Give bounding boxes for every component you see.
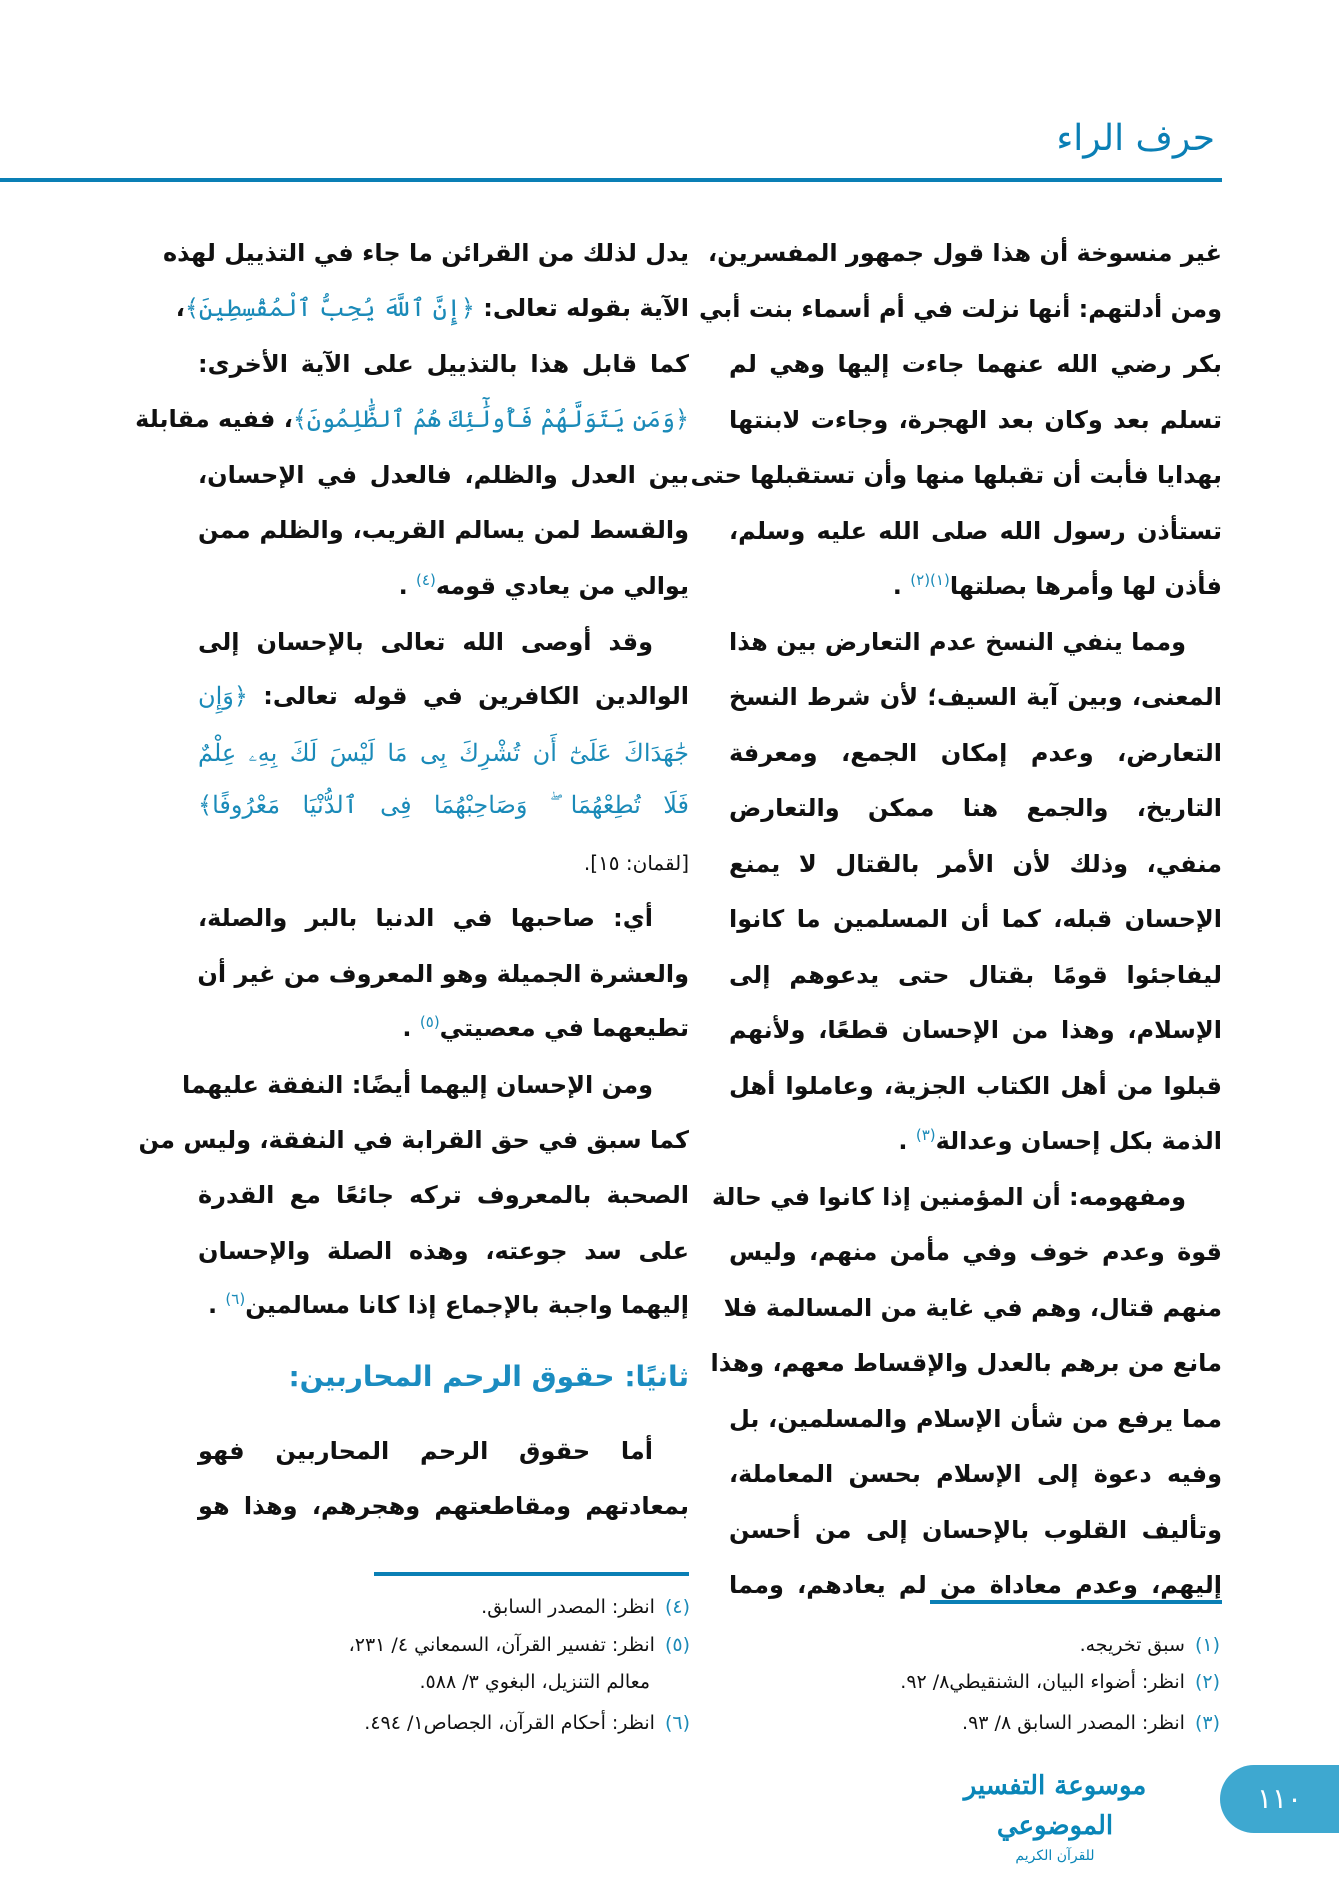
header-divider	[0, 178, 1222, 182]
left-line	[198, 1478, 689, 1534]
text-run: ومفهومه: أن المؤمنين إذا كانوا في حالة	[711, 1182, 1186, 1211]
footnote-number: (٥)	[664, 1634, 690, 1656]
footnote-text: معالم التنزيل، البغوي ٣/ ٥٨٨.	[419, 1671, 650, 1693]
left-line	[198, 890, 689, 946]
text-run: كما سبق في حق القرابة في النفقة، وليس من	[138, 1126, 689, 1154]
footnote-number: (٣)	[1194, 1712, 1220, 1734]
left-line	[198, 558, 689, 614]
text-run: وقد أوصى الله تعالى بالإحسان إلى	[198, 628, 653, 656]
footnote-ref[interactable]: (٤)	[416, 571, 436, 589]
verse-citation	[198, 835, 689, 891]
page-number: ١١٠	[1220, 1765, 1339, 1833]
footnote-text: انظر: أضواء البيان، الشنقيطي٨/ ٩٢.	[900, 1671, 1185, 1693]
footnote	[349, 1627, 690, 1663]
right-line	[729, 1502, 1222, 1558]
text-run: الصحبة بالمعروف تركه جائعًا مع القدرة	[198, 1181, 689, 1209]
right-line	[723, 1280, 1222, 1336]
right-line	[729, 1058, 1222, 1114]
right-line	[729, 725, 1222, 781]
footnote-divider-left	[374, 1572, 689, 1576]
text-run: غير منسوخة أن هذا قول جمهور المفسرين،	[707, 239, 1222, 267]
footnote-divider-right	[930, 1600, 1222, 1604]
text-run: أي: صاحبها في الدنيا بالبر والصلة،	[198, 904, 653, 932]
footnote	[419, 1664, 650, 1700]
text-run: يوالي من يعادي قومه	[435, 572, 689, 600]
quran-verse: جَٰهَدَاكَ عَلَىٰٓ أَن تُشْرِكَ بِى مَا لَيْسَ لَكَ بِهِۦ عِلْمٌ	[198, 739, 689, 767]
right-line	[690, 447, 1222, 503]
footnote	[962, 1705, 1220, 1741]
left-line	[198, 1167, 689, 1223]
text-run: أما حقوق الرحم المحاربين فهو	[198, 1437, 653, 1465]
left-line	[175, 280, 689, 336]
left-line	[181, 1057, 689, 1113]
right-line	[729, 1002, 1222, 1058]
text-run: بمعادتهم ومقاطعتهم وهجرهم، وهذا هو	[198, 1492, 689, 1520]
text-run: وفيه دعوة إلى الإسلام بحسن المعاملة،	[729, 1460, 1222, 1488]
text-run: وتأليف القلوب بالإحسان إلى من أحسن	[729, 1515, 1222, 1544]
left-line	[138, 1112, 689, 1168]
footnote-text: سبق تخريجه.	[1079, 1634, 1185, 1656]
right-line	[729, 614, 1222, 670]
right-line	[710, 1335, 1222, 1391]
footnote-text: انظر: أحكام القرآن، الجصاص١/ ٤٩٤.	[364, 1712, 655, 1734]
chapter-title: حرف الراء	[1056, 118, 1215, 159]
text-run: تستأذن رسول الله صلى الله عليه وسلم،	[729, 516, 1222, 545]
right-line	[729, 336, 1222, 392]
left-line	[198, 614, 689, 670]
encyclopedia-logo	[930, 1766, 1180, 1864]
right-line	[729, 1224, 1222, 1280]
text-run: والعشرة الجميلة وهو المعروف من غير أن	[197, 960, 689, 988]
footnote	[1080, 1627, 1220, 1663]
left-line	[198, 725, 689, 781]
footnote-ref[interactable]: (١)(٢)	[910, 571, 950, 589]
section-heading	[198, 1349, 689, 1405]
text-run: يدل لذلك من القرائن ما جاء في التذييل لهذه	[163, 239, 689, 267]
text-run: .	[402, 1014, 420, 1042]
text-run: ومما ينفي النسخ عدم التعارض بين هذا	[729, 627, 1186, 656]
text-run: على سد جوعته، وهذه الصلة والإحسان	[198, 1237, 689, 1265]
right-line	[729, 947, 1222, 1003]
right-line	[707, 225, 1222, 281]
left-line	[198, 1277, 689, 1333]
text-run: مانع من برهم بالعدل والإقساط معهم، وهذا	[710, 1349, 1222, 1377]
left-line	[198, 447, 689, 503]
right-line	[729, 780, 1222, 836]
text-run: كما قابل هذا بالتذييل على الآية الأخرى:	[198, 350, 689, 378]
left-line	[163, 225, 689, 281]
text-run: بهدايا فأبت أن تقبلها منها وأن تستقبلها حتى	[690, 461, 1222, 489]
right-line	[729, 1446, 1222, 1502]
logo-title: موسوعة التفسير الموضوعي	[963, 1771, 1147, 1841]
right-line	[729, 891, 1222, 947]
text-run: قوة وعدم خوف وفي مأمن منهم، وليس	[729, 1238, 1222, 1266]
footnote-number: (٤)	[664, 1596, 690, 1618]
footnote-number: (١)	[1194, 1634, 1220, 1656]
text-run: .	[398, 572, 417, 600]
text-run: ومن الإحسان إليهما أيضًا: النفقة عليهما	[181, 1071, 653, 1099]
text-run: منهم قتال، وهم في غاية من المسالمة فلا	[723, 1293, 1222, 1322]
text-run: مما يرفع من شأن الإسلام والمسلمين، بل	[729, 1404, 1222, 1433]
footnote-text: انظر: المصدر السابق ٨/ ٩٣.	[962, 1712, 1185, 1734]
text-run: التعارض، وعدم إمكان الجمع، ومعرفة	[729, 738, 1222, 767]
footnote-number: (٢)	[1194, 1671, 1220, 1693]
right-line	[729, 836, 1222, 892]
right-line	[729, 669, 1222, 725]
left-line	[198, 1223, 689, 1279]
left-line	[198, 336, 689, 392]
text-run: تسلم بعد وكان بعد الهجرة، وجاءت لابنتها	[729, 405, 1222, 434]
left-line	[198, 502, 689, 558]
text-run: ثانيًا: حقوق الرحم المحاربين:	[288, 1360, 689, 1393]
text-run: المعنى، وبين آية السيف؛ لأن شرط النسخ	[729, 683, 1222, 711]
text-run: .	[207, 1291, 226, 1319]
text-run: الآية بقوله تعالى:	[474, 294, 689, 322]
right-line	[729, 503, 1222, 559]
left-line	[135, 391, 689, 447]
right-line	[729, 558, 1222, 614]
left-line	[198, 777, 689, 833]
right-line	[729, 1391, 1222, 1447]
text-run: ومن أدلتهم: أنها نزلت في أم أسماء بنت أبي	[698, 294, 1222, 323]
text-run: الإسلام، وهذا من الإحسان قطعًا، ولأنهم	[729, 1016, 1222, 1044]
text-run: .	[898, 1127, 916, 1155]
text-run: الإحسان قبله، كما أن المسلمين ما كانوا	[729, 905, 1222, 933]
text-run: إليهما واجبة بالإجماع إذا كانا مسالمين	[245, 1291, 689, 1319]
logo-subtitle: للقرآن الكريم	[1015, 1848, 1095, 1864]
right-line	[711, 1169, 1222, 1225]
quran-verse: ﴿وَإِن	[198, 682, 248, 710]
text-run: ليفاجئوا قومًا بقتال حتى يدعوهم إلى	[729, 960, 1222, 989]
left-line	[198, 1423, 689, 1479]
text-run: .	[892, 572, 911, 600]
right-line	[729, 1557, 1222, 1613]
text-run: فأذن لها وأمرها بصلتها	[949, 572, 1222, 600]
left-line	[198, 1000, 689, 1056]
text-run: بين العدل والظلم، فالعدل في الإحسان،	[198, 461, 689, 489]
footnote	[481, 1589, 690, 1625]
quran-verse: ﴿وَمَن يَتَوَلَّهُمْ فَأُولَٰٓئِكَ هُمُ ٱلظَّٰلِمُونَ﴾	[292, 405, 689, 433]
right-line	[729, 392, 1222, 448]
quran-verse: ﴿إِنَّ ٱللَّهَ يُحِبُّ ٱلْمُقْسِطِينَ﴾	[184, 294, 475, 322]
right-line	[729, 1113, 1222, 1169]
footnote-ref[interactable]: (٣)	[915, 1126, 936, 1144]
text-run: الوالدين الكافرين في قوله تعالى:	[247, 682, 689, 710]
text-run: بكر رضي الله عنهما جاءت إليها وهي لم	[729, 350, 1222, 378]
text-run: والقسط لمن يسالم القريب، والظلم ممن	[198, 516, 689, 544]
text-run: منفي، وذلك لأن الأمر بالقتال لا يمنع	[729, 849, 1222, 878]
text-run: قبلوا من أهل الكتاب الجزية، وعاملوا أهل	[729, 1071, 1222, 1100]
text-run: ،	[175, 294, 185, 322]
text-run: [لقمان: ١٥].	[583, 851, 689, 875]
quran-verse: فَلَا تُطِعْهُمَا ۖ وَصَاحِبْهُمَا فِى ٱلدُّنْيَا مَعْرُوفًا﴾	[198, 791, 689, 819]
footnote-ref[interactable]: (٦)	[225, 1290, 246, 1308]
footnote-text: انظر: تفسير القرآن، السمعاني ٤/ ٢٣١،	[348, 1634, 655, 1656]
footnote-text: انظر: المصدر السابق.	[481, 1596, 655, 1618]
text-run: التاريخ، والجمع هنا ممكن والتعارض	[729, 794, 1222, 822]
left-line	[198, 946, 689, 1002]
footnote	[364, 1705, 690, 1741]
text-run: ، ففيه مقابلة	[135, 405, 293, 433]
text-run: الذمة بكل إحسان وعدالة	[935, 1127, 1222, 1155]
right-line	[698, 281, 1222, 337]
footnote	[900, 1664, 1220, 1700]
text-run: إليهم، وعدم معاداة من لم يعادهم، ومما	[729, 1571, 1222, 1599]
footnote-ref[interactable]: (٥)	[419, 1013, 440, 1031]
footnote-number: (٦)	[664, 1712, 690, 1734]
text-run: تطيعهما في معصيتي	[439, 1014, 689, 1042]
left-line	[198, 668, 689, 724]
